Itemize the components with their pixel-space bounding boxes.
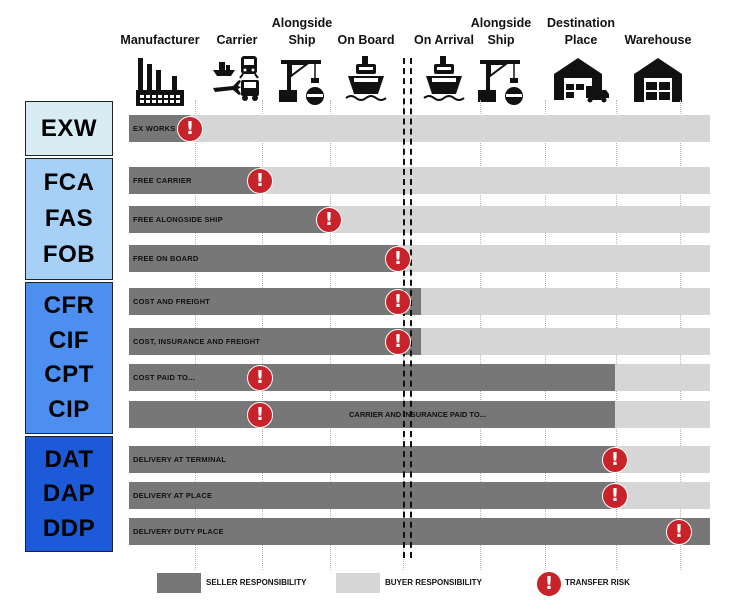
legend-risk-icon [536, 571, 562, 597]
column-header-line1: Destination [546, 16, 616, 30]
row-bar-exw [129, 115, 710, 142]
row-bar-cfr [129, 288, 710, 315]
term-code: DAT [44, 445, 94, 473]
column-header [456, 15, 546, 49]
term-code: DAP [42, 480, 96, 507]
transfer-risk-icon [316, 207, 342, 233]
row-label: DELIVERY AT PLACE [133, 491, 213, 500]
column-header-line2: Warehouse [624, 33, 692, 47]
legend-buyer-label: BUYER RESPONSIBILITY [385, 578, 482, 587]
row-label: COST, INSURANCE AND FREIGHT [133, 337, 261, 346]
term-code: CFR [43, 291, 95, 319]
transfer-risk-icon [247, 365, 273, 391]
row-label: EX WORKS [133, 124, 176, 133]
seller-responsibility-segment [129, 364, 615, 391]
term-code: FAS [44, 205, 94, 232]
legend-risk-label: TRANSFER RISK [565, 578, 630, 587]
term-code: CIF [48, 326, 90, 354]
term-code: FCA [43, 169, 95, 196]
warehouse-icon [632, 54, 684, 109]
term-code: EXW [40, 114, 98, 142]
term-code: DDP [42, 514, 96, 542]
transfer-risk-icon [177, 116, 203, 142]
transfer-risk-icon [602, 447, 628, 473]
column-header-line2: Ship [487, 33, 515, 47]
term-group-3 [25, 436, 113, 552]
row-label: DELIVERY DUTY PLACE [133, 527, 224, 536]
column-header-line2: Ship [288, 33, 316, 47]
term-code: CIP [48, 396, 90, 424]
legend-seller-swatch [157, 573, 201, 593]
transfer-risk-icon [666, 519, 692, 545]
transfer-risk-icon [602, 483, 628, 509]
column-header-line2: On Arrival [414, 33, 474, 47]
truck-warehouse-icon [552, 54, 610, 109]
row-bar-cpt [129, 364, 710, 391]
ship-icon [344, 54, 388, 109]
legend-seller-label: SELLER RESPONSIBILITY [206, 578, 307, 587]
row-label: COST PAID TO... [133, 373, 195, 382]
transfer-risk-icon [385, 246, 411, 272]
row-label: FREE CARRIER [133, 176, 192, 185]
row-bar-ddp [129, 518, 710, 545]
factory-icon [134, 54, 186, 113]
port-crane-icon [476, 54, 526, 111]
column-header-line1: Alongside [271, 16, 333, 30]
term-group-1 [25, 158, 113, 280]
term-code: CPT [44, 361, 94, 389]
row-bar-cip [129, 401, 710, 428]
row-center-label: CARRIER AND INSURANCE PAID TO... [349, 410, 486, 419]
transfer-risk-icon [247, 402, 273, 428]
column-header-line2: Manufacturer [120, 33, 200, 47]
row-bar-fas [129, 206, 710, 233]
column-header-line2: Carrier [216, 33, 258, 47]
column-header [613, 15, 703, 49]
ship-rail-line [410, 58, 412, 558]
term-group-2 [25, 282, 113, 434]
column-header-line1 [321, 15, 411, 32]
term-code: FOB [42, 241, 96, 268]
column-header [321, 15, 411, 49]
row-bar-fca [129, 167, 710, 194]
column-header-line2: On Board [337, 33, 395, 47]
row-label: DELIVERY AT TERMINAL [133, 455, 227, 464]
port-crane-icon [277, 54, 327, 111]
ship-arrival-icon [422, 54, 466, 109]
legend-buyer-swatch [336, 573, 380, 593]
column-header-line1 [613, 15, 703, 32]
column-header-line1: Alongside [470, 16, 532, 30]
transfer-risk-icon [385, 329, 411, 355]
carrier-icon [211, 54, 263, 107]
row-bar-fob [129, 245, 710, 272]
row-label: COST AND FREIGHT [133, 297, 211, 306]
column-header-line2: Place [564, 33, 598, 47]
term-group-0 [25, 101, 113, 156]
row-label: FREE ON BOARD [133, 254, 199, 263]
transfer-risk-icon [247, 168, 273, 194]
row-bar-cif [129, 328, 710, 355]
transfer-risk-icon [385, 289, 411, 315]
row-label: FREE ALONGSIDE SHIP [133, 215, 223, 224]
